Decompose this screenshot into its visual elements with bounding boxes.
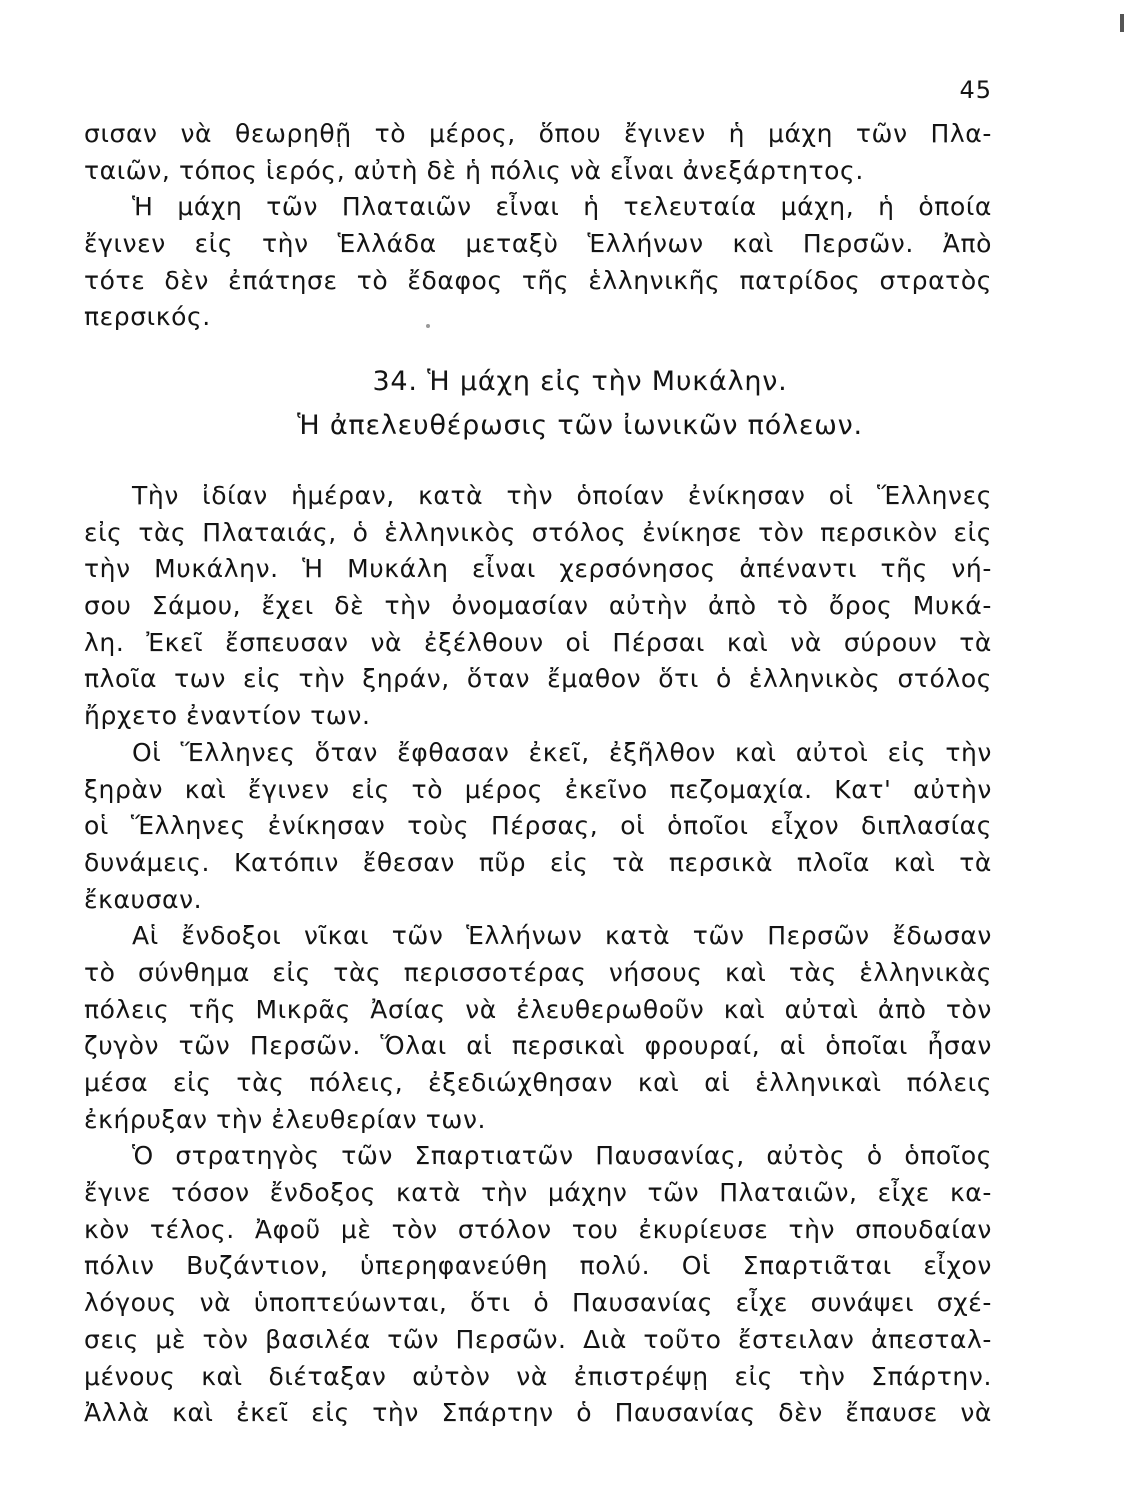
text-line: κὸν τέλος. Ἀφοῦ μὲ τὸν στόλον του ἐκυρίευσε τὴν σπουδαίαν: [84, 1214, 992, 1244]
text-line: Οἱ Ἕλληνες ὅταν ἔφθασαν ἐκεῖ, ἐξῆλθον καὶ αὐτοὶ εἰς τὴν: [132, 737, 992, 767]
text-line: περσικός.: [84, 302, 211, 332]
text-line: λόγους νὰ ὑποπτεύωνται, ὅτι ὁ Παυσανίας εἶχε συνάψει σχέ-: [84, 1288, 992, 1318]
text-line: σισαν νὰ θεωρηθῇ τὸ μέρος, ὅπου ἔγινεν ἡ μάχη τῶν Πλα-: [84, 119, 992, 148]
print-speck: [426, 324, 430, 328]
text-line: σου Σάμου, ἔχει δὲ τὴν ὀνομασίαν αὐτὴν ἀπὸ τὸ ὄρος Μυκά-: [84, 591, 992, 621]
text-line: Ὁ στρατηγὸς τῶν Σπαρτιατῶν Παυσανίας, αὐτὸς ὁ ὁποῖος: [132, 1141, 992, 1171]
text-line: σεις μὲ τὸν βασιλέα τῶν Περσῶν. Διὰ τοῦτο ἔστειλαν ἀπεσταλ-: [84, 1324, 992, 1354]
text-line: δυνάμεις. Κατόπιν ἔθεσαν πῦρ εἰς τὰ περσικὰ πλοῖα καὶ τὰ: [84, 847, 992, 877]
text-line: ταιῶν, τόπος ἱερός, αὐτὴ δὲ ἡ πόλις νὰ εἶναι ἀνεξάρτητος.: [84, 155, 864, 185]
text-line: ἔκαυσαν.: [84, 884, 203, 914]
text-line: εἰς τὰς Πλαταιάς, ὁ ἑλληνικὸς στόλος ἐνίκησε τὸν περσικὸν εἰς: [84, 517, 992, 547]
text-line: ἐκήρυξαν τὴν ἐλευθερίαν των.: [84, 1104, 487, 1134]
section-body: [84, 478, 992, 1432]
text-line: τότε δὲν ἐπάτησε τὸ ἔδαφος τῆς ἑλληνικῆς πατρίδος στρατὸς: [84, 265, 992, 295]
text-line: λη. Ἐκεῖ ἔσπευσαν νὰ ἐξέλθουν οἱ Πέρσαι καὶ νὰ σύρουν τὰ: [84, 627, 992, 657]
text-line: μέσα εἰς τὰς πόλεις, ἐξεδιώχθησαν καὶ αἱ ἑλληνικαὶ πόλεις: [84, 1068, 992, 1097]
text-line: ἤρχετο ἐναντίον των.: [84, 701, 371, 731]
section-heading-title: 34. Ἡ μάχη εἰς τὴν Μυκάλην.: [372, 366, 788, 397]
text-line: πόλιν Βυζάντιον, ὑπερηφανεύθη πολύ. Οἱ Σπαρτιᾶται εἶχον: [84, 1251, 992, 1281]
text-line: τὴν Μυκάλην. Ἡ Μυκάλη εἶναι χερσόνησος ἀπέναντι τῆς νή-: [84, 554, 992, 584]
text-line: Ἀλλὰ καὶ ἐκεῖ εἰς τὴν Σπάρτην ὁ Παυσανίας δὲν ἔπαυσε νὰ: [84, 1398, 992, 1428]
scan-edge-mark: [1120, 14, 1124, 32]
text-line: ἔγινε τόσον ἔνδοξος κατὰ τὴν μάχην τῶν Πλαταιῶν, εἶχε κα-: [84, 1178, 992, 1208]
text-line: Αἱ ἔνδοξοι νῖκαι τῶν Ἑλλήνων κατὰ τῶν Περσῶν ἔδωσαν: [132, 921, 992, 951]
text-line: Ἡ μάχη τῶν Πλαταιῶν εἶναι ἡ τελευταία μάχη, ἡ ὁποία: [132, 192, 992, 222]
text-line: Τὴν ἰδίαν ἡμέραν, κατὰ τὴν ὁποίαν ἐνίκησαν οἱ Ἕλληνες: [132, 481, 992, 510]
text-line: τὸ σύνθημα εἰς τὰς περισσοτέρας νήσους καὶ τὰς ἑλληνικὰς: [84, 957, 992, 987]
page-number: 45: [959, 76, 992, 104]
text-line: πόλεις τῆς Μικρᾶς Ἀσίας νὰ ἐλευθερωθοῦν καὶ αὐταὶ ἀπὸ τὸν: [84, 994, 992, 1024]
text-line: πλοῖα των εἰς τὴν ξηράν, ὅταν ἔμαθον ὅτι ὁ ἑλληνικὸς στόλος: [84, 664, 992, 694]
section-heading-subtitle: Ἡ ἀπελευθέρωσις τῶν ἰωνικῶν πόλεων.: [297, 410, 863, 441]
text-line: μένους καὶ διέταξαν αὐτὸν νὰ ἐπιστρέψῃ εἰς τὴν Σπάρτην.: [84, 1361, 992, 1391]
text-line: ζυγὸν τῶν Περσῶν. Ὅλαι αἱ περσικαὶ φρουραί, αἱ ὁποῖαι ἦσαν: [84, 1031, 992, 1061]
paragraph-continuation: [84, 116, 992, 336]
text-line: ξηρὰν καὶ ἔγινεν εἰς τὸ μέρος ἐκεῖνο πεζομαχία. Κατ' αὐτὴν: [84, 774, 992, 804]
text-line: ἔγινεν εἰς τὴν Ἑλλάδα μεταξὺ Ἑλλήνων καὶ Περσῶν. Ἀπὸ: [84, 229, 992, 259]
text-line: οἱ Ἕλληνες ἐνίκησαν τοὺς Πέρσας, οἱ ὁποῖοι εἶχον διπλασίας: [84, 811, 992, 841]
